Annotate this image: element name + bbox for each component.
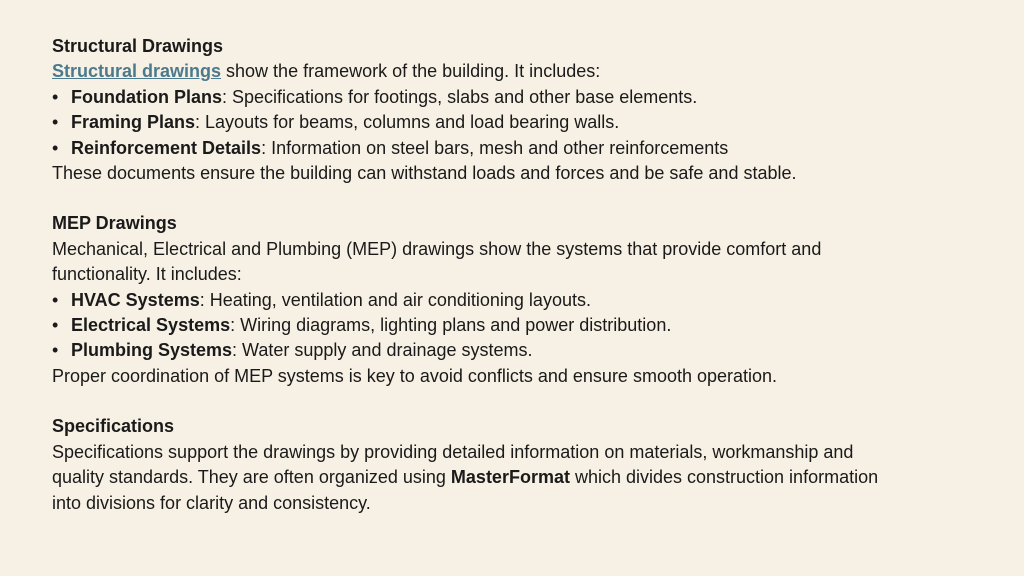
bullet-desc: : Heating, ventilation and air conditioning layouts.: [199, 289, 591, 310]
bullet-desc: : Wiring diagrams, lighting plans and power distribution.: [230, 315, 672, 336]
mep-section: [52, 211, 972, 389]
mep-intro-line2: functionality. It includes:: [52, 264, 242, 285]
list-item: [52, 288, 972, 313]
bullet-icon: •: [52, 289, 59, 310]
structural-section: [52, 34, 972, 186]
specs-line1: Specifications support the drawings by providing detailed information on materials, workmanship and: [52, 441, 854, 462]
bullet-desc: : Layouts for beams, columns and load bearing walls.: [195, 112, 620, 133]
structural-heading: Structural Drawings: [52, 36, 224, 56]
list-item: [52, 313, 972, 338]
bullet-term: HVAC Systems: [71, 289, 200, 310]
bullet-icon: •: [52, 340, 59, 361]
specs-line2-before: quality standards. They are often organized using: [52, 467, 451, 488]
structural-intro-text: show the framework of the building. It includes:: [221, 61, 601, 82]
bullet-icon: •: [52, 112, 59, 133]
bullet-icon: •: [52, 86, 59, 107]
mep-heading: MEP Drawings: [52, 213, 177, 234]
bullet-desc: : Water supply and drainage systems.: [232, 340, 533, 361]
mep-closing: Proper coordination of MEP systems is key to avoid conflicts and ensure smooth operation.: [52, 365, 778, 386]
bullet-term: Framing Plans: [71, 112, 196, 133]
specs-line2: [52, 465, 972, 490]
specs-line2-after: which divides construction information: [569, 467, 879, 488]
structural-intro: [52, 59, 972, 84]
bullet-term: Reinforcement Details: [71, 137, 262, 158]
bullet-desc: : Information on steel bars, mesh and other reinforcements: [261, 137, 729, 158]
bullet-icon: •: [52, 315, 59, 336]
mep-intro-line1: Mechanical, Electrical and Plumbing (MEP) drawings show the systems that provide comfort and: [52, 238, 822, 259]
bullet-term: Electrical Systems: [71, 315, 231, 336]
list-item: [52, 110, 972, 135]
list-item: [52, 338, 972, 363]
bullet-icon: •: [52, 137, 59, 158]
masterformat-term: MasterFormat: [450, 467, 570, 488]
specs-section: [52, 414, 972, 516]
specs-line3: into divisions for clarity and consistency.: [52, 492, 371, 513]
list-item: [52, 85, 972, 110]
bullet-desc: : Specifications for footings, slabs and other base elements.: [222, 86, 698, 107]
structural-drawings-link[interactable]: Structural drawings: [52, 61, 222, 82]
structural-closing: These documents ensure the building can withstand loads and forces and be safe and stable.: [52, 163, 797, 184]
bullet-term: Foundation Plans: [71, 86, 222, 107]
bullet-term: Plumbing Systems: [71, 340, 233, 361]
list-item: [52, 136, 972, 161]
specs-heading: Specifications: [52, 416, 175, 437]
